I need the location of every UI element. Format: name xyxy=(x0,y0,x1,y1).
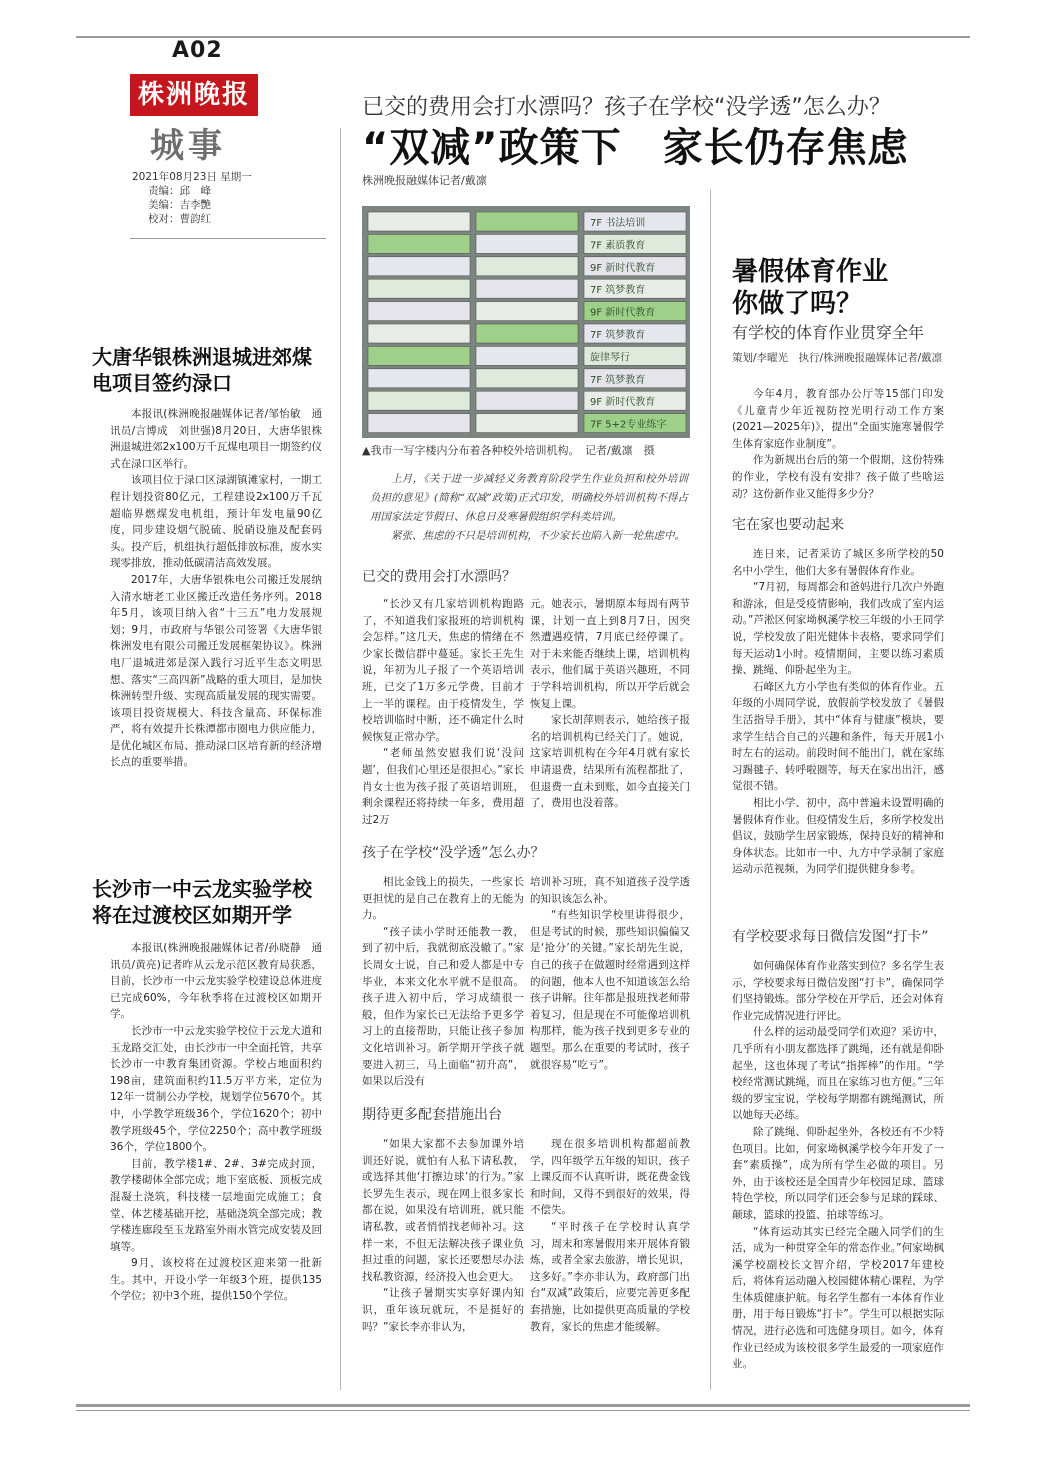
directory-sign xyxy=(368,257,470,276)
directory-sign xyxy=(368,391,470,410)
right-sec1 xyxy=(732,546,944,878)
right-subhead-1: 宅在家也要动起来 xyxy=(732,517,844,533)
directory-sign xyxy=(368,369,470,388)
paragraph: 元。她表示，暑期原本每周有两节课，计划一直上到8月7日，因突然遭遇疫情，7月底已经停课了。对于未来能否继续上课，培训机构表示，他们属于英语兴趣班，不同于学科培训机构，所以开学后就会恢复上课。 xyxy=(530,598,690,710)
directory-sign xyxy=(368,279,470,298)
paragraph: 目前，教学楼1#、2#、3#完成封顶，教学楼砌体全部完成；地下室底板、顶板完成混凝土浇筑，科技楼一层地面完成施工；食堂、体艺楼基础开挖，基础浇筑全部完成；教学楼连廊段至玉龙路室外雨水管完成安装及回填等。 xyxy=(110,1157,322,1253)
directory-sign xyxy=(368,302,470,321)
directory-sign xyxy=(476,369,578,388)
issue-date: 2021年08月23日 星期一 xyxy=(132,171,252,183)
credits-rule xyxy=(130,238,326,239)
right-story-title-line1: 暑假体育作业 xyxy=(732,257,889,287)
paragraph: 9月，该校将在过渡校区迎来第一批新生。其中，开设小学一年级3个班，提供135个学位；初中3个班，提供150个学位。 xyxy=(110,1257,322,1303)
left-story1-title: 大唐华银株洲退城进郊煤电项目签约渌口 xyxy=(92,345,312,395)
paragraph: 家长胡萍则表示，她给孩子报名的培训机构已经关门了。她说，这家培训机构在今年4月就有家长申请退费，结果所有流程都批了，但退费一直未到账，如今直接关门了，费用也没着落。 xyxy=(530,714,690,810)
directory-sign-text: 7F 筑梦教育 xyxy=(590,285,646,297)
main-subhead-2: 孩子在学校“没学透”怎么办？ xyxy=(362,845,545,861)
directory-sign-text: 7F 5+2专业练字 xyxy=(590,419,667,431)
directory-sign-text: 旋律琴行 xyxy=(590,352,630,364)
left-story1-body xyxy=(110,406,322,771)
main-sec1-left xyxy=(362,596,524,828)
lead-paragraph: 上月，《关于进一步减轻义务教育阶段学生作业负担和校外培训负担的意见》(简称“双减”政策)正式印发，明确校外培训机构不得占用国家法定节假日、休息日及寒暑假组织学科类培训。 xyxy=(370,473,688,523)
directory-sign-text: 7F 素质教育 xyxy=(590,240,646,252)
right-sec2 xyxy=(732,958,944,1373)
main-subhead-3: 期待更多配套措施出台 xyxy=(362,1107,502,1123)
paragraph: “孩子读小学时还能教一教，到了初中后，我就彻底没辙了。”家长周女士说，自己和爱人都是中专毕业，本来文化水平就不是很高。孩子进入初中后，学习成绩很一般，但作为家长已无法给予更多学习上的直接帮助，只能让孩子参加文化培训补习。新学期开学孩子就要进入初三，马上面临“初升高”，如果以后没有 xyxy=(362,925,524,1088)
paragraph: “体育运动其实已经完全融入同学们的生活，成为一种贯穿全年的常态作业。”何家坳枫溪学校副校长文智介绍，学校2017年建校后，将体育运动融入校园健体精心课程，为学生体质健康护航。每名学生都有一本体育作业册，用于每日锻炼“打卡”。学生可以根据实际情况，进行必选和可选健身项目。如今，体育作业已经成为该校很多学生最爱的一项家庭作业。 xyxy=(732,1225,944,1371)
paragraph: 石峰区九方小学也有类似的体育作业。五年级的小周同学说，放假前学校发放了《暑假生活指导手册》，其中“体育与健康”模块，要求学生结合自己的兴趣和条件，每天开展1小时左右的运动。前段时间不能出门，就在家练习踢毽子、转呼啦圈等，每天在家出出汗，感觉很不错。 xyxy=(732,680,944,793)
photo-caption: ▲我市一写字楼内分布着各种校外培训机构。 记者/戴凛 摄 xyxy=(362,444,655,457)
building-directory-photo xyxy=(362,206,690,438)
main-sec3-right xyxy=(530,1136,690,1335)
right-story-title-line2: 你做了吗？ xyxy=(732,289,863,319)
paragraph: “7月初，每周都会和爸妈进行几次户外跑和游泳，但是受疫情影响，我们改成了室内运动。”芦淞区何家坳枫溪学校三年级的小王同学说，学校发放了阳光健体卡表格，要求同学们每天运动1小时。疫情期间，主要以练习素质操、跳绳、仰卧起坐为主。 xyxy=(732,581,944,677)
newspaper-logo: 株洲晚报 xyxy=(130,74,258,116)
right-story-subtitle: 有学校的体育作业贯穿全年 xyxy=(732,323,925,342)
bottom-rule-thin xyxy=(76,1410,970,1411)
paragraph: 除了跳绳、仰卧起坐外，各校还有不少特色项目。比如，何家坳枫溪学校今年开发了一套“素质操”，成为所有学生必做的项目。另外，由于该校还是全国青少年校园足球、篮球特色学校，所以同学们还会参与足球的踩球、颠球，篮球的投篮、拍球等练习。 xyxy=(732,1125,944,1221)
directory-sign xyxy=(476,346,578,365)
section-title: 城事 xyxy=(150,126,226,166)
directory-sign xyxy=(476,212,578,231)
main-sec1-right xyxy=(530,596,690,812)
lead-paragraph: 紧张、焦虑的不只是培训机构，不少家长也陷入新一轮焦虑中。 xyxy=(391,530,685,542)
paragraph: 连日来，记者采访了城区多所学校的50名中小学生，他们大多有暑假体育作业。 xyxy=(732,548,944,577)
paragraph: “有些知识学校里讲得很少，但是考试的时候，那些知识偏偏又是‘抢分’的关键。”家长胡先生说，自己的孩子在做题时经常遇到这样的问题，他本人也不知道该怎么给孩子讲解。往年都是报班找老师带着复习，但是现在不可能像培训机构那样，能为孩子找到更多专业的题型。那么在重要的考试时，孩子就很容易“吃亏”。 xyxy=(530,909,690,1071)
paragraph: 如何确保体育作业落实到位？多名学生表示，学校要求每日微信发图“打卡”，确保同学们坚持锻炼。部分学校在开学后，还会对体育作业完成情况进行评比。 xyxy=(732,960,944,1022)
paragraph: “让孩子暑期实实享好课内知识，重年该玩就玩，不是挺好的吗？”家长李亦非认为， xyxy=(362,1287,524,1333)
directory-sign xyxy=(476,302,578,321)
main-sec3-left xyxy=(362,1136,524,1335)
directory-sign-text: 7F 筑梦教育 xyxy=(590,330,646,341)
right-subhead-2: 有学校要求每日微信发图“打卡” xyxy=(732,929,929,945)
paragraph: 现在很多培训机构都超前教学，四年级学五年级的知识，孩子上课反而不认真听讲，既花费金钱和时间，又得不到很好的效果，得不偿失。 xyxy=(530,1138,690,1217)
directory-sign-text: 9F 新时代教育 xyxy=(590,397,656,409)
paragraph: 今年4月，教育部办公厅等15部门印发《儿童青少年近视防控光明行动工作方案(2021—2025年)》，提出“全面实施寒暑假学生体育家庭作业制度”。 xyxy=(732,388,944,450)
directory-sign-text: 7F 筑梦教育 xyxy=(590,374,646,386)
main-headline: “双减”政策下 家长仍存焦虑 xyxy=(362,125,909,171)
directory-sign-text: 7F 书法培训 xyxy=(590,218,646,229)
paragraph: 什么样的运动最受同学们欢迎？采访中，几乎所有小朋友都选择了跳绳，还有就是仰卧起坐，这也体现了考试“指挥棒”的作用。“学校经常测试跳绳，而且在家练习也方便。”三年级的罗宝宝说，学校每学期都有跳绳测试，所以她每天必练。 xyxy=(732,1026,944,1122)
directory-sign xyxy=(476,257,578,276)
column-divider-left xyxy=(340,128,341,1390)
directory-sign xyxy=(476,279,578,298)
paragraph: 相比小学、初中，高中普遍未设置明确的暑假体育作业。但疫情发生后，多所学校发出倡议，鼓励学生居家锻炼，保持良好的精神和身体状态。比如市一中、九方中学录制了家庭运动示范视频，为同学们提供健身参考。 xyxy=(732,796,944,876)
directory-sign xyxy=(476,234,578,253)
directory-sign xyxy=(368,414,470,433)
paragraph: 该项目位于渌口区渌湖镇滩家村，一期工程计划投资80亿元，工程建设2x100万千瓦超临界燃煤发电机组，预计年发电量90亿度，同步建设烟气脱硫、脱硝设施及配套码头。投产后，机组执行超低排放标准，废水实现零排放，推动低碳清洁高效发展。 xyxy=(110,474,322,570)
left-story2-body xyxy=(110,940,322,1305)
main-byline: 株洲晚报融媒体记者/戴凛 xyxy=(362,174,487,187)
directory-sign xyxy=(368,324,470,343)
paragraph: 作为新规出台后的第一个假期，这份特殊的作业，学校有没有安排？孩子做了些啥运动？这份新作业又能得多少分？ xyxy=(732,454,944,500)
left-story2-title: 长沙市一中云龙实验学校将在过渡校区如期开学 xyxy=(92,877,312,927)
editor-credit: 责编：邱 峰 xyxy=(148,185,211,197)
directory-sign xyxy=(368,346,470,365)
right-story-credit: 策划/李曜光 执行/株洲晚报融媒体记者/戴凛 xyxy=(732,352,943,364)
directory-sign xyxy=(476,324,578,343)
main-lead xyxy=(370,470,688,546)
bottom-rule xyxy=(76,1404,970,1407)
main-subhead-1: 已交的费用会打水漂吗？ xyxy=(362,569,516,585)
paragraph: 相比金钱上的损失，一些家长更担忧的是自己在教育上的无能为力。 xyxy=(362,876,524,922)
paragraph: 长沙市一中云龙实验学校位于云龙大道和玉龙路交汇处，由长沙市一中全面托管，共享长沙市一中教育集团资源。学校占地面积约198亩，建筑面积约11.5万平方米，定位为12年一贯制公办学校，规划学位5670个。其中，小学教学班级36个，学位1620个；初中教学班级45个，学位2250个；高中教学班级36个，学位1800个。 xyxy=(110,1024,322,1154)
main-sec2-left xyxy=(362,874,524,1090)
paragraph: “平时孩子在学校时认真学习，周末和寒暑假用来开展体育锻炼，或者全家去旅游，增长见识，这多好。”李亦非认为，政府部门出台“双减”政策后，应要完善更多配套措施，比如提供更高质量的学校教育，家长的焦虑才能缓解。 xyxy=(530,1220,690,1333)
paragraph: “如果大家都不去参加课外培训还好说，就怕有人私下请私教，或选择其他‘打擦边球’的行为。”家长罗先生表示，现在网上很多家长都在说，如果没有培训班，就只能请私教，或者悄悄找老师补习。这样一来，不但无法解决孩子课业负担过重的问题，家长还要想尽办法找私教资源，经济投入也会更大。 xyxy=(362,1138,524,1283)
paragraph: 本报讯(株洲晚报融媒体记者/邹怡敏 通讯员/言博成 刘世强)8月20日，大唐华银株洲退城进郊2x100万千瓦煤电项目一期签约仪式在渌口区举行。 xyxy=(110,408,322,470)
directory-sign xyxy=(476,414,578,433)
paragraph: 本报讯(株洲晚报融媒体记者/孙晓静 通讯员/黄亮)记者昨从云龙示范区教育局获悉，目前，长沙市一中云龙实验学校建设总体进度已完成60%，今年秋季将在过渡校区如期开学。 xyxy=(110,942,322,1021)
directory-sign xyxy=(368,234,470,253)
column-divider-right xyxy=(710,190,711,1390)
page-credits xyxy=(132,170,252,226)
paragraph: 2017年，大唐华银株电公司搬迁发展纳入清水塘老工业区搬迁改造任务序列。2018年5月，该项目纳入省“十三五”电力发展规划；9月，市政府与华银公司签署《大唐华银株洲发电有限公司搬迁发展框架协议》。株洲电厂退城进郊是深入践行习近平生态文明思想、落实“三高四新”战略的重大项目，是加快株洲转型升级、实现高质量发展的现实需要。该项目投资规模大、科技含量高、环保标准严，将有效提升长株潭都市圈电力供应能力，是优化城区布局、推动渌口区培育新的经济增长点的重要举措。 xyxy=(110,573,322,769)
art-editor-credit: 美编：吉李艷 xyxy=(148,199,211,211)
paragraph: 培训补习班，真不知道孩子没学透的知识该怎么补。 xyxy=(530,876,690,905)
right-story-intro xyxy=(732,386,944,502)
main-kicker: 已交的费用会打水漂吗？孩子在学校“没学透”怎么办？ xyxy=(362,95,891,120)
page-number: A02 xyxy=(172,38,223,63)
directory-sign xyxy=(368,212,470,231)
directory-sign xyxy=(476,391,578,410)
proofreader-credit: 校对：曹韵红 xyxy=(148,213,211,225)
directory-sign-text: 9F 新时代教育 xyxy=(590,262,656,274)
main-sec2-right xyxy=(530,874,690,1073)
paragraph: “老师虽然安慰我们说‘没问题’，但我们心里还是很担心。”家长肖女士也为孩子报了英语培训班，剩余课程还将持续一年多，费用超过2万 xyxy=(362,747,524,826)
news-photo xyxy=(362,206,690,438)
directory-sign-text: 9F 新时代教育 xyxy=(590,307,656,319)
paragraph: “长沙又有几家培训机构跑路了，不知道我们家报班的培训机构会怎样。”这几天，焦虑的情绪在不少家长微信群中蔓延。家长王先生说，年初为儿子报了一个英语培训班，已交了1万多元学费，目前才上一半的课程。由于疫情发生，学校培训临时中断，还不确定什么时候恢复正常办学。 xyxy=(362,598,524,743)
